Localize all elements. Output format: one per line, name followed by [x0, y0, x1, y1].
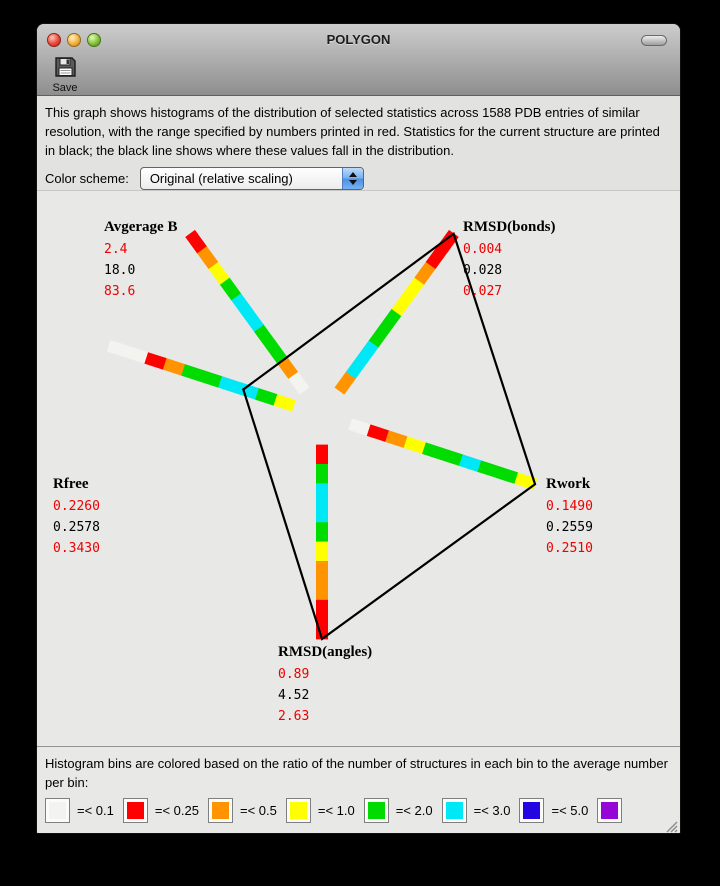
- window-title: POLYGON: [326, 32, 391, 47]
- legend-bin-orange: [208, 798, 277, 823]
- legend-bin-white: [45, 798, 114, 823]
- description-text: This graph shows histograms of the distribution of selected statistics across 1588 PDB entries of similar resolution, with the range specified by numbers printed in red. Statistics for the current structure are printed in black; the black line shows where these values fall in the distribution.: [45, 105, 660, 158]
- legend-bin-label: =< 0.5: [239, 803, 277, 818]
- legend-bin-blue: [519, 798, 588, 823]
- window-chrome: [37, 24, 680, 96]
- legend-bin-green: [364, 798, 433, 823]
- yellow-bin-swatch: [286, 798, 311, 823]
- axis-max-value: 2.63: [278, 709, 310, 724]
- axis-min-value: 0.2260: [53, 499, 100, 514]
- axis-name: Rwork: [546, 476, 591, 492]
- legend-row: [45, 798, 672, 823]
- axis-min-value: 0.1490: [546, 499, 593, 514]
- color-scheme-label: Color scheme:: [45, 171, 129, 186]
- axis-min-value: 0.89: [278, 667, 310, 682]
- axis-name: RMSD(bonds): [463, 219, 556, 235]
- save-button[interactable]: [45, 56, 85, 96]
- axis-min-value: 2.4: [104, 242, 128, 257]
- histogram-axis-3: [316, 445, 328, 640]
- polygon-window: [36, 23, 681, 834]
- histogram-axis-0: [185, 230, 309, 395]
- purple-bin-swatch: [597, 798, 622, 823]
- cyan-bin-swatch: [442, 798, 467, 823]
- axis-name: Avgerage B: [104, 219, 178, 235]
- axis-max-value: 83.6: [104, 284, 136, 299]
- resize-grip[interactable]: [665, 820, 678, 833]
- color-scheme-selected-value: Original (relative scaling): [149, 171, 293, 186]
- description-panel: [37, 96, 680, 190]
- red-bin-swatch: [123, 798, 148, 823]
- toolbar: [37, 56, 680, 96]
- axis-current-value: 0.2578: [53, 520, 100, 535]
- blue-bin-swatch: [519, 798, 544, 823]
- axis-current-value: 4.52: [278, 688, 310, 703]
- axis-current-value: 18.0: [104, 263, 136, 278]
- histogram-axis-1: [335, 230, 459, 395]
- color-scheme-dropdown[interactable]: [140, 167, 364, 190]
- legend-bin-label: =< 2.0: [395, 803, 433, 818]
- legend-bin-label: =< 5.0: [551, 803, 589, 818]
- axis-current-value: 0.028: [463, 263, 503, 278]
- save-button-label: Save: [52, 82, 78, 94]
- legend-text: Histogram bins are colored based on the ratio of the number of structures in each bin to the average number per bin:: [45, 756, 668, 790]
- legend-bin-label: =< 1.0: [317, 803, 355, 818]
- histogram-axis-2: [348, 418, 537, 490]
- axis-min-value: 0.004: [463, 242, 503, 257]
- axis-max-value: 0.027: [463, 284, 503, 299]
- axis-current-value: 0.2559: [546, 520, 593, 535]
- orange-bin-swatch: [208, 798, 233, 823]
- green-bin-swatch: [364, 798, 389, 823]
- polygon-plot-canvas: [37, 191, 681, 747]
- legend-bin-label: =< 0.25: [154, 803, 199, 818]
- axis-name: RMSD(angles): [278, 644, 373, 660]
- legend-bin-label: =< 3.0: [473, 803, 511, 818]
- histogram-axis-4: [107, 340, 296, 412]
- plot-area: [37, 190, 681, 746]
- legend-panel: [37, 746, 680, 834]
- legend-bin-label: =< 0.1: [77, 803, 114, 818]
- legend-bin-cyan: [442, 798, 511, 823]
- legend-bin-red: [123, 798, 199, 823]
- toolbar-toggle-button[interactable]: [641, 35, 667, 46]
- legend-bin-purple: [597, 798, 622, 823]
- legend-bin-yellow: [286, 798, 355, 823]
- titlebar[interactable]: [37, 24, 680, 56]
- save-icon: [53, 56, 77, 78]
- axis-max-value: 0.3430: [53, 541, 100, 556]
- axis-name: Rfree: [53, 476, 89, 492]
- axis-max-value: 0.2510: [546, 541, 593, 556]
- white-bin-swatch: [45, 798, 70, 823]
- dropdown-stepper-icon: [342, 168, 363, 189]
